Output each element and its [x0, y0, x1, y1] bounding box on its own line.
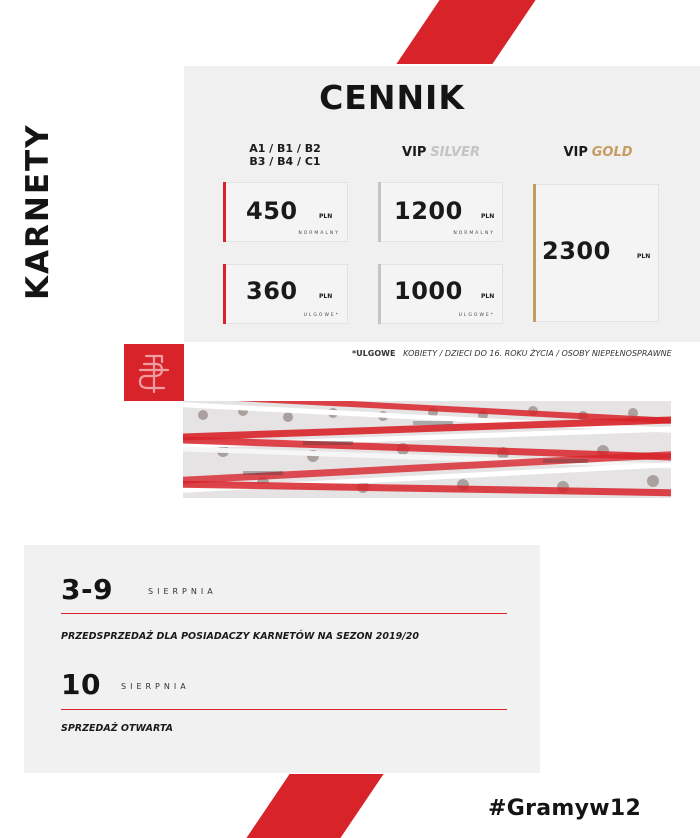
price-card-standard-normal	[223, 182, 348, 242]
price-title: CENNIK	[319, 78, 465, 117]
price-currency: PLN	[637, 253, 651, 260]
gold-label: GOLD	[591, 145, 633, 160]
price-kind: NORMALNY	[298, 231, 340, 236]
price-amount: 450	[246, 197, 298, 225]
accent-bar	[533, 184, 536, 322]
silver-label: SILVER	[430, 145, 480, 160]
price-currency: PLN	[481, 293, 495, 300]
reduced-price-note	[352, 349, 672, 358]
bottom-red-stripe	[246, 774, 383, 838]
vip-label: VIP	[563, 145, 588, 160]
price-card-standard-reduced	[223, 264, 348, 324]
divider-line	[61, 613, 507, 614]
divider-line	[61, 709, 507, 710]
column-header-standard	[235, 142, 335, 168]
open-sale-description: SPRZEDAŻ OTWARTA	[61, 723, 173, 734]
price-amount: 1000	[394, 277, 463, 305]
price-currency: PLN	[319, 213, 333, 220]
open-sale-date: 10	[61, 668, 101, 701]
standard-sectors-line2: B3 / B4 / C1	[249, 155, 321, 168]
price-card-silver-reduced	[378, 264, 503, 324]
side-title: KARNETY	[20, 123, 56, 300]
club-logo	[124, 344, 184, 401]
open-sale-month: SIERPNIA	[121, 682, 190, 691]
presale-date: 3-9	[61, 573, 114, 606]
price-amount: 360	[246, 277, 298, 305]
fans-photo	[183, 401, 671, 498]
note-key: *ULGOWE	[352, 349, 396, 358]
standard-sectors-line1: A1 / B1 / B2	[249, 142, 321, 155]
fans-scarves-image	[183, 401, 671, 498]
sale-dates-panel	[24, 545, 540, 773]
top-red-stripe	[396, 0, 535, 64]
presale-description: PRZEDSPRZEDAŻ DLA POSIADACZY KARNETÓW NA SEZON 2019/20	[61, 631, 419, 642]
price-currency: PLN	[481, 213, 495, 220]
price-currency: PLN	[319, 293, 333, 300]
price-card-silver-normal	[378, 182, 503, 242]
note-text: KOBIETY / DZIECI DO 16. ROKU ŻYCIA / OSOBY NIEPEŁNOSPRAWNE	[403, 349, 672, 358]
accent-bar	[378, 182, 381, 242]
price-amount: 2300	[542, 237, 611, 265]
vip-label: VIP	[402, 145, 427, 160]
column-header-vip-gold	[535, 146, 661, 159]
price-kind: NORMALNY	[453, 231, 495, 236]
price-amount: 1200	[394, 197, 463, 225]
column-header-vip-silver	[378, 146, 504, 159]
accent-bar	[223, 264, 226, 324]
price-card-gold	[533, 184, 659, 322]
accent-bar	[378, 264, 381, 324]
accent-bar	[223, 182, 226, 242]
price-kind: ULGOWE*	[458, 313, 495, 318]
presale-month: SIERPNIA	[148, 587, 217, 596]
campaign-hashtag: #Gramyw12	[488, 796, 642, 821]
price-kind: ULGOWE*	[303, 313, 340, 318]
club-crest-icon	[124, 344, 184, 401]
